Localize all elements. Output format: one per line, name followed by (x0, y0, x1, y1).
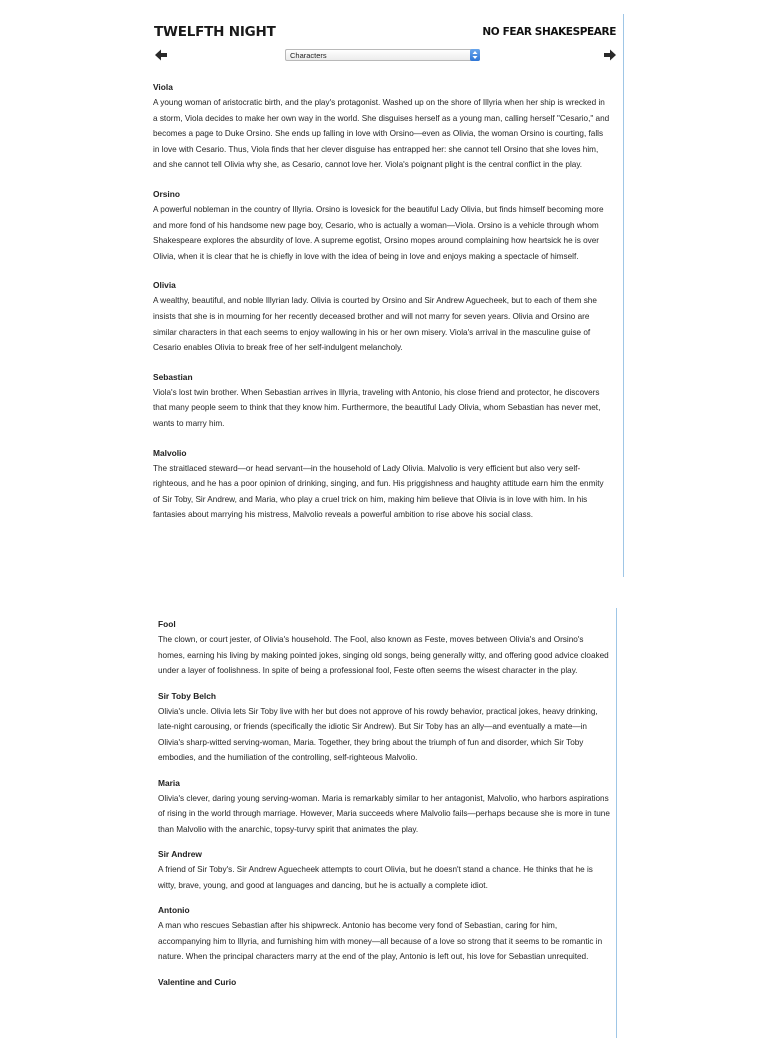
character-name: Sir Toby Belch (158, 690, 217, 701)
character-description: Olivia's uncle. Olivia lets Sir Toby live with her but does not approve of his rowdy behavior, practical jokes, heavy drinking, late-night carousing, or friends (specifically the idiotic Sir Andrew). But Sir Toby has an ally—and eventually a mate—in Olivia's sharp-witted serving-woman, Maria. Together, they bring about the triumph of fun and disorder, which Sir Toby embodies, and the humiliation of the controlling, self-righteous Malvolio. (158, 706, 598, 762)
character-entry (158, 847, 610, 893)
character-entry (153, 446, 611, 523)
section-select-value: Characters (290, 51, 327, 60)
character-description: A powerful nobleman in the country of Illyria. Orsino is lovesick for the beautiful Lady Olivia, but finds himself becoming more and more fond of his handsome new page boy, Cesario, who is actually a woman—Viola. Orsino is a vehicle through whom Shakespeare explores the absurdity of love. A supreme egotist, Orsino mopes around complaining how heartsick he is over Olivia, when it is clear that he is chiefly in love with the idea of being in love and enjoys making a spectacle of himself. (153, 204, 604, 261)
character-description: A young woman of aristocratic birth, and the play's protagonist. Washed up on the shore of Illyria when her ship is wrecked in a storm, Viola decides to make her own way in the world. She disguises herself as a young man, calling herself "Cesario," and becomes a page to Duke Orsino. She ends up falling in love with Orsino—even as Olivia, the woman Orsino is courting, falls in love with Cesario. Thus, Viola finds that her clever disguise has entrapped her: she cannot tell Orsino that she loves him, and she cannot tell Olivia why she, as Cesario, cannot love her. Viola's poignant plight is the central conflict in the play. (153, 98, 610, 170)
play-title: TWELFTH NIGHT (154, 24, 276, 40)
character-name: Olivia (153, 280, 176, 291)
character-entry (158, 903, 610, 965)
character-name: Malvolio (153, 447, 187, 458)
character-name: Antonio (158, 905, 190, 915)
character-name: Sir Andrew (158, 849, 202, 859)
character-entry (153, 80, 611, 173)
character-entry (158, 617, 610, 679)
page-navigation (154, 48, 614, 64)
character-name: Valentine and Curio (158, 976, 237, 987)
page-panel-top (143, 14, 624, 577)
character-entry (153, 187, 611, 264)
character-description: A man who rescues Sebastian after his shipwreck. Antonio has become very fond of Sebastian, caring for him, accompanying him to Illyria, and furnishing him with money—all because of a love so strong that it seems to be romantic in nature. When the principal characters marry at the end of the play, Antonio is left out, his love for Sebastian unrequited. (158, 921, 603, 961)
character-entry (158, 975, 610, 990)
character-entry (153, 370, 611, 432)
left-arrow-icon[interactable] (154, 48, 168, 62)
character-description: A friend of Sir Toby's. Sir Andrew Aguecheek attempts to court Olivia, but he doesn't stand a chance. He thinks that he is witty, brave, young, and good at languages and dancing, but he is actually a complete idiot. (158, 865, 593, 890)
brand-logo[interactable]: NO FEAR SHAKESPEARE (482, 26, 616, 38)
page-panel-bottom (148, 608, 617, 1038)
character-name: Sebastian (153, 371, 193, 382)
chevron-updown-icon[interactable] (470, 49, 480, 61)
character-entry (153, 278, 611, 355)
character-name: Viola (153, 82, 173, 92)
character-description: A wealthy, beautiful, and noble Illyrian lady. Olivia is courted by Orsino and Sir Andrew Aguecheek, but to each of them she insists that she is in mourning for her recently deceased brother and will not marry for seven years. Olivia and Orsino are similar characters in that each seems to enjoy wallowing in his or her own misery. Viola's arrival in the masculine guise of Cesario enables Olivia to break free of her self-indulgent melancholy. (153, 296, 597, 353)
page-header (154, 24, 614, 44)
right-arrow-icon[interactable] (603, 48, 617, 62)
character-list-top (153, 80, 611, 537)
character-list-bottom (158, 617, 610, 1000)
character-description: Olivia's clever, daring young serving-woman. Maria is remarkably similar to her antagonist, Malvolio, who harbors aspirations of rising in the world through marriage. However, Maria succeeds where Malvolio fails—perhaps because she is more in tune than Malvolio with the anarchic, topsy-turvy spirit that animates the play. (158, 793, 610, 834)
character-name: Maria (158, 777, 180, 788)
character-description: The straitlaced steward—or head servant—in the household of Lady Olivia. Malvolio is very efficient but also very self-righteous, and he has a poor opinion of drinking, singing, and fun. His priggishness and haughty attitude earn him the enmity of Sir Toby, Sir Andrew, and Maria, who play a cruel trick on him, making him believe that Olivia is in love with him. In his fantasies about marrying his mistress, Malvolio reveals a powerful ambition to rise above his social class. (153, 463, 604, 520)
character-description: Viola's lost twin brother. When Sebastian arrives in Illyria, traveling with Antonio, his close friend and protector, he discovers that many people seem to think that they know him. Furthermore, the beautiful Lady Olivia, whom Sebastian has never met, wants to marry him. (153, 387, 601, 428)
section-select[interactable] (285, 49, 480, 61)
character-name: Fool (158, 619, 176, 629)
character-description: The clown, or court jester, of Olivia's household. The Fool, also known as Feste, moves between Olivia's and Orsino's homes, earning his living by making pointed jokes, singing old songs, being generally witty, and offering good advice cloaked under a layer of foolishness. In spite of being a professional fool, Feste often seems the wisest character in the play. (158, 635, 609, 675)
character-name: Orsino (153, 188, 180, 199)
character-entry (158, 689, 610, 766)
character-entry (158, 776, 610, 838)
